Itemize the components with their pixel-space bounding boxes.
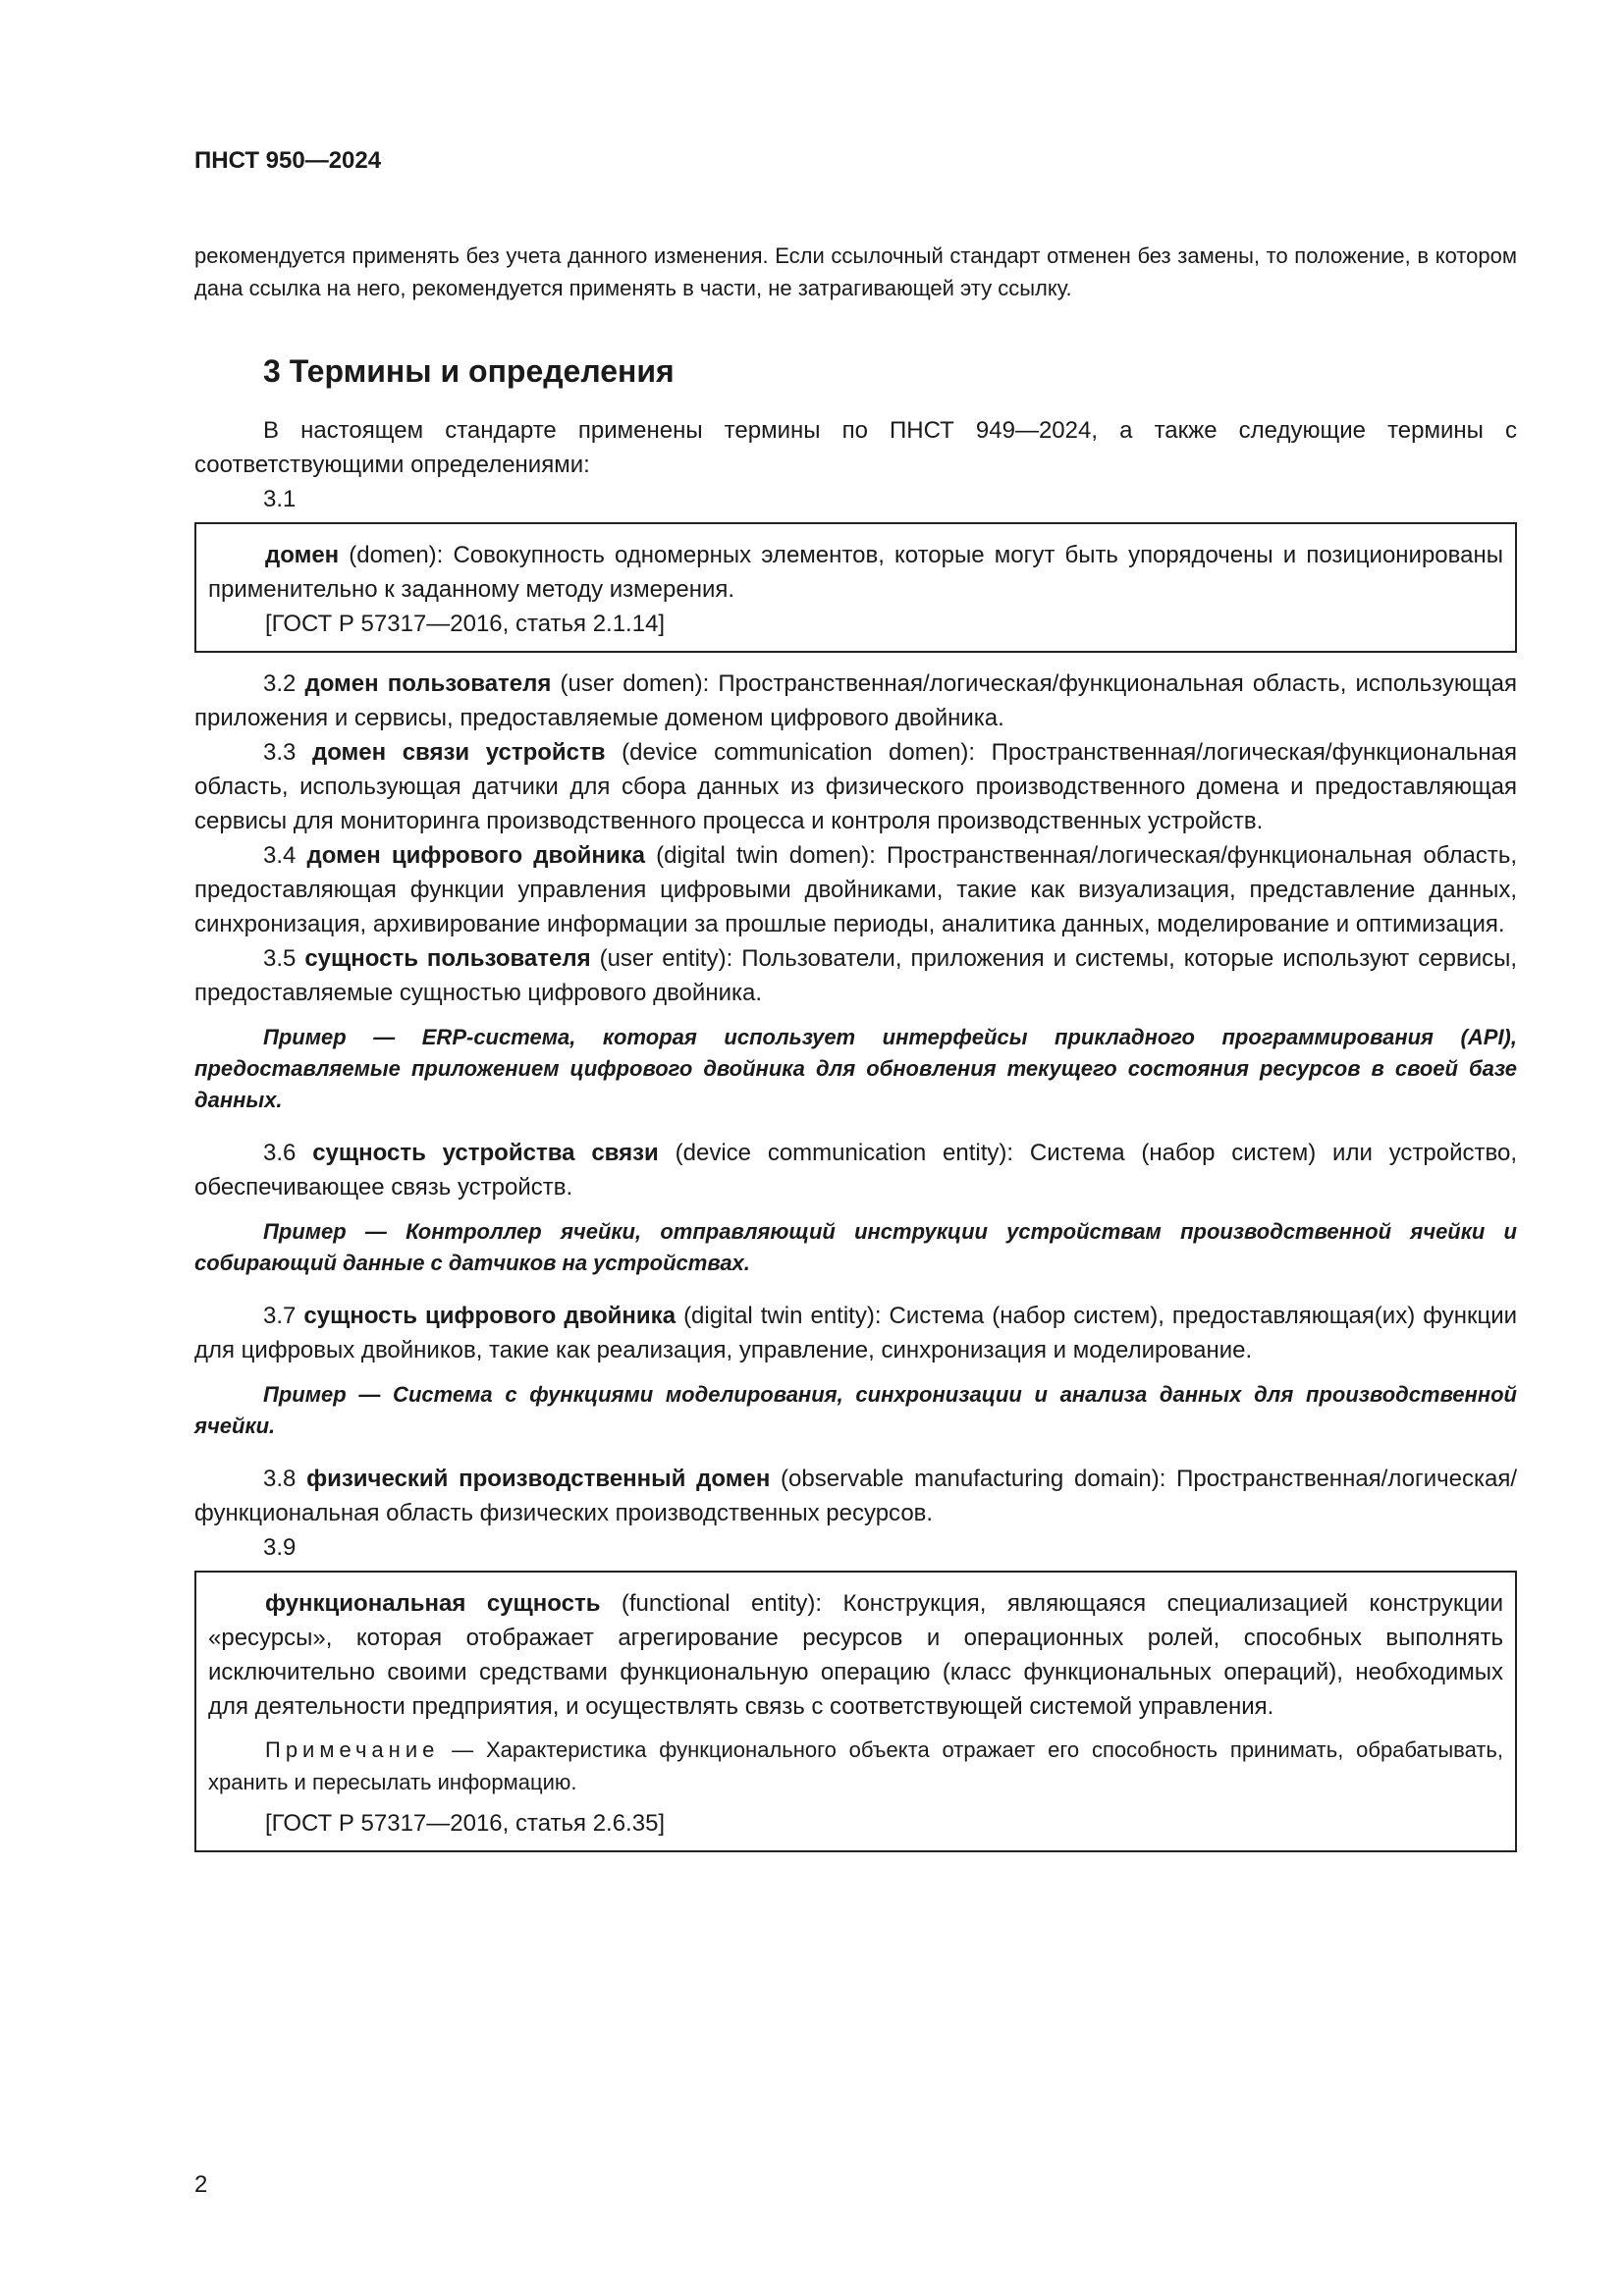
term-3-1-term: домен	[265, 542, 340, 568]
term-3-9-term: функциональная сущность	[265, 1590, 601, 1617]
term-3-9-note	[208, 1734, 1503, 1798]
term-3-9-definition	[208, 1586, 1503, 1724]
term-3-9-text: (functional entity): Конструкция, являющаяся специализацией конструкции «ресурсы», которая отображает агрегирование ресурсов и операционных ролей, способных выполнять исключительно своими средствами функциональную операцию (класс функциональных операций), необходимых для деятельности предприятия, и осуществлять связь с соответствующей системой управления.	[208, 1590, 1503, 1720]
term-3-4	[194, 838, 1517, 941]
term-3-3-number: 3.3	[263, 739, 312, 766]
term-3-7-term: сущность цифрового двойника	[303, 1303, 677, 1329]
term-3-9-note-label: Примечание	[265, 1737, 440, 1762]
document-header: ПНСТ 950—2024	[194, 147, 382, 174]
term-3-7-text: (digital twin entity): Система (набор систем), предоставляющая(их) функции для цифровых двойников, такие как реализация, управление, синхронизация и моделирование.	[194, 1303, 1518, 1363]
term-3-3-term: домен связи устройств	[311, 739, 606, 766]
document-page	[194, 147, 1517, 1866]
term-3-8-text: (observable manufacturing domain): Пространственная/логическая/функциональная область физических производственных ресурсов.	[194, 1466, 1518, 1526]
section-title: 3 Термины и определения	[263, 353, 675, 389]
term-3-4-term: домен цифрового двойника	[306, 842, 645, 869]
term-3-7-number: 3.7	[263, 1303, 304, 1329]
term-3-8	[194, 1462, 1517, 1530]
term-3-1-source: [ГОСТ Р 57317—2016, статья 2.1.14]	[265, 611, 666, 637]
term-3-9-source: [ГОСТ Р 57317—2016, статья 2.6.35]	[265, 1810, 666, 1837]
term-3-6-text: (device communication entity): Система (набор систем) или устройство, обеспечивающее связь устройств.	[194, 1140, 1518, 1201]
term-3-2-term: домен пользователя	[304, 670, 552, 697]
term-3-7	[194, 1299, 1517, 1367]
term-3-5	[194, 941, 1517, 1010]
term-3-9-number: 3.9	[263, 1534, 297, 1561]
term-3-2-number: 3.2	[263, 670, 305, 697]
term-3-8-number: 3.8	[263, 1466, 307, 1492]
term-3-5-example: Пример — ERP-система, которая использует интерфейсы прикладного программирования (API), предоставляемые приложением цифрового двойника для обновления текущего состояния ресурсов в своей базе данных.	[194, 1025, 1517, 1112]
term-3-6-term: сущность устройства связи	[312, 1140, 659, 1166]
term-3-8-term: физический производственный домен	[306, 1466, 771, 1492]
term-3-9-box	[194, 1571, 1517, 1852]
term-3-4-number: 3.4	[263, 842, 307, 869]
term-3-5-number: 3.5	[263, 945, 305, 972]
intro-paragraph: рекомендуется применять без учета данного изменения. Если ссылочный стандарт отменен без замены, то положение, в котором дана ссылка на него, рекомендуется применять в части, не затрагивающей эту ссылку.	[194, 243, 1517, 300]
page-number: 2	[194, 2171, 208, 2198]
term-3-6-number: 3.6	[263, 1140, 313, 1166]
term-3-2-text: (user domen): Пространственная/логическая/функциональная область, использующая приложения и сервисы, предоставляемые доменом цифрового двойника.	[194, 670, 1517, 731]
term-3-1-box	[194, 522, 1517, 653]
term-3-1-definition	[208, 538, 1503, 607]
term-3-1-number: 3.1	[263, 486, 297, 512]
term-3-1-text: (domen): Совокупность одномерных элементов, которые могут быть упорядочены и позиционированы применительно к заданному методу измерения.	[208, 542, 1503, 603]
section-lead: В настоящем стандарте применены термины по ПНСТ 949—2024, а также следующие термины с соответствующими определениями:	[194, 417, 1517, 478]
term-3-9-note-text: — Характеристика функционального объекта отражает его способность принимать, обрабатывать, хранить и пересылать информацию.	[208, 1737, 1503, 1794]
term-3-5-text: (user entity): Пользователи, приложения и системы, которые используют сервисы, предоставляемые сущностью цифрового двойника.	[194, 945, 1518, 1006]
term-3-3	[194, 735, 1517, 838]
term-3-3-text: (device communication domen): Пространственная/логическая/функциональная область, использующая датчики для сбора данных из физического производственного домена и предоставляющая сервисы для мониторинга производственного процесса и контроля производственных устройств.	[194, 739, 1518, 834]
term-3-2	[194, 667, 1517, 735]
term-3-5-term: сущность пользователя	[304, 945, 591, 972]
term-3-4-text: (digital twin domen): Пространственная/логическая/функциональная область, предоставляющая функции управления цифровыми двойниками, такие как визуализация, представление данных, синхронизация, архивирование информации за прошлые периоды, аналитика данных, моделирование и оптимизация.	[194, 842, 1517, 937]
term-3-6	[194, 1136, 1517, 1204]
term-3-6-example: Пример — Контроллер ячейки, отправляющий инструкции устройствам производственной ячейки и собирающий данные с датчиков на устройствах.	[194, 1219, 1517, 1275]
term-3-7-example: Пример — Система с функциями моделирования, синхронизации и анализа данных для производственной ячейки.	[194, 1382, 1517, 1438]
